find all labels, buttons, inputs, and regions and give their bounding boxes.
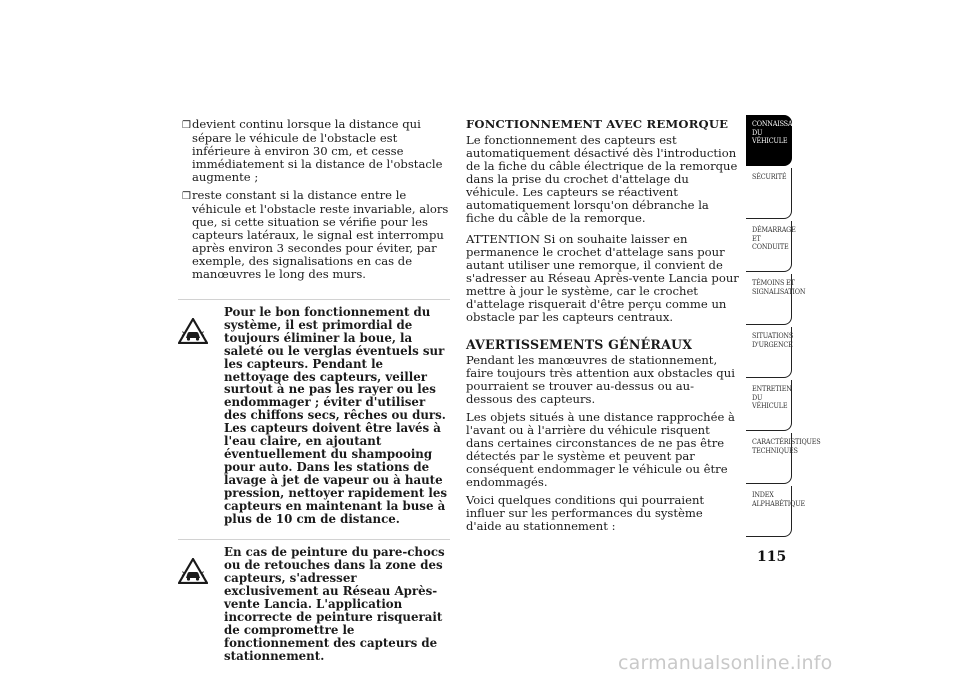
tab-securite[interactable]: SÉCURITÉ bbox=[746, 168, 792, 219]
warning-text-cleaning: Pour le bon fonctionnement du système, il est primordial de toujours éliminer la boue, la saleté ou le verglas éventuels sur les capteurs. Pendant le nettoyage des capteurs, veiller surtout à ne pas les rayer ou les endommager ; éviter d'utiliser des chiffons secs, rêches ou durs. Les capteurs doivent être lavés à l'eau claire, en ajoutant éventuellement du shampooing pour auto. Dans les stations de lavage à jet de vapeur ou à haute pression, nettoyer rapidement les capteurs en maintenant la buse à plus de 10 cm de distance. bbox=[224, 305, 448, 526]
paragraph-attention: ATTENTION Si on souhaite laisser en permanence le crochet d'attelage sans pour autant utiliser une remorque, il convient de s'adresser au Réseau Après-vente Lancia pour mettre à jour le système, car le crochet d'attelage risquerait d'être perçu comme un obstacle par les capteurs centraux. bbox=[466, 232, 739, 324]
warning-text-paint: En cas de peinture du pare-chocs ou de retouches dans la zone des capteurs, s'adresser exclusivement au Réseau Après-vente Lancia. L'application incorrecte de peinture risquerait de compromettre le fonctionnement des capteurs de stationnement. bbox=[224, 545, 445, 663]
page-number: 115 bbox=[757, 549, 787, 565]
tab-temoins-signalisation[interactable]: TÉMOINS ET SIGNALISATION bbox=[746, 274, 792, 325]
tab-caracteristiques-techniques[interactable]: CARACTÉRISTIQUES TECHNIQUES bbox=[746, 433, 792, 484]
paragraph-trailer: Le fonctionnement des capteurs est automatiquement désactivé dès l'introduction de la fiche du câble électrique de la remorque dans la prise du crochet d'attelage du véhicule. Les capteurs se réactivent automatiquement lorsqu'on débranche la fiche du câble de la remorque. bbox=[466, 133, 738, 225]
bullet-item: ❒reste constant si la distance entre le véhicule et l'obstacle reste invariable, alors que, si cette situation se vérifie pour les capteurs latéraux, le signal est interrompu après environ 3 secondes pour éviter, par exemple, des signalisations en cas de manœuvres le long des murs. bbox=[182, 188, 449, 281]
warning-box-paint bbox=[178, 539, 450, 662]
bullet-mark: ❒ bbox=[182, 191, 191, 202]
watermark: carmanualsonline.info bbox=[618, 652, 833, 674]
car-warning-icon bbox=[178, 558, 218, 584]
tab-entretien-vehicule[interactable]: ENTRETIEN DU VÉHICULE bbox=[746, 380, 792, 431]
warning-box-cleaning bbox=[178, 299, 450, 525]
car-warning-icon bbox=[178, 318, 218, 344]
heading-trailer: FONCTIONNEMENT AVEC REMORQUE bbox=[466, 117, 729, 131]
tab-situations-urgence[interactable]: SITUATIONS D'URGENCE bbox=[746, 327, 792, 378]
paragraph-conditions: Voici quelques conditions qui pourraient influer sur les performances du système d'aide au stationnement : bbox=[466, 493, 705, 533]
bullet-mark: ❒ bbox=[182, 120, 191, 131]
heading-general-warnings: AVERTISSEMENTS GÉNÉRAUX bbox=[466, 337, 693, 352]
tab-connaissance-vehicule[interactable]: CONNAISSANCE DU VÉHICULE bbox=[746, 115, 792, 166]
paragraph-obstacles: Pendant les manœuvres de stationnement, faire toujours très attention aux obstacles qui pourraient se trouver au-dessus ou au-dessous des capteurs. bbox=[466, 353, 735, 406]
right-column bbox=[466, 118, 740, 538]
bullet-item: ❒devient continu lorsque la distance qui sépare le véhicule de l'obstacle est inférieure à environ 30 cm, et cesse immédiatement si la distance de l'obstacle augmente ; bbox=[182, 117, 443, 184]
tab-index-alphabetique[interactable]: INDEX ALPHABÉTIQUE bbox=[746, 486, 792, 537]
paragraph-objects: Les objets situés à une distance rapprochée à l'avant ou à l'arrière du véhicule risquent dans certaines circonstances de ne pas être détectés par le système et peuvent par conséquent endommager le véhicule ou être endommagés. bbox=[466, 410, 735, 489]
left-column bbox=[178, 118, 450, 663]
chapter-tabs bbox=[746, 115, 821, 539]
tab-demarrage-conduite[interactable]: DÉMARRAGE ET CONDUITE bbox=[746, 221, 792, 272]
